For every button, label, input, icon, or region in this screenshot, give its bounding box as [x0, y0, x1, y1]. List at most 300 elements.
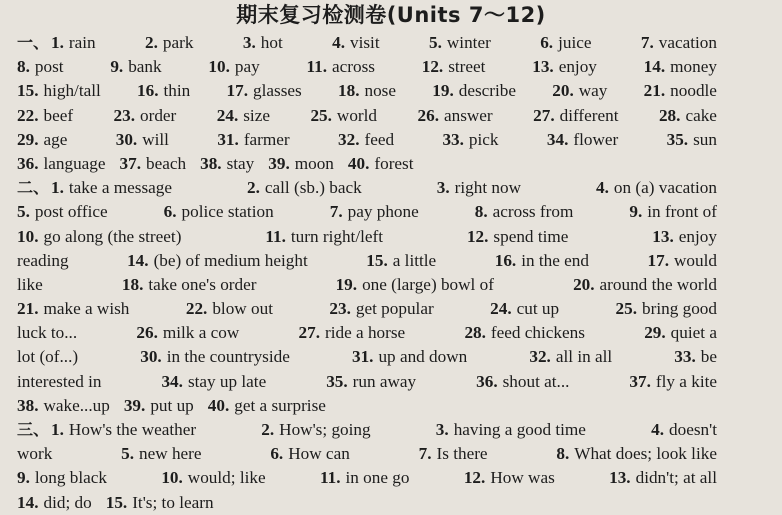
item-number: 4. — [332, 33, 345, 52]
answer-item — [348, 152, 414, 176]
item-answer: hot — [260, 33, 283, 52]
item-answer: age — [43, 129, 68, 149]
item-answer: glasses — [253, 81, 302, 101]
answer-item — [652, 225, 717, 249]
item-number: 15. — [17, 81, 39, 101]
item-number: 2. — [145, 33, 158, 52]
item-answer: call (sb.) back — [264, 178, 362, 198]
item-number: 35. — [666, 129, 689, 149]
item-number: 33. — [674, 347, 696, 367]
item-answer: order — [140, 105, 177, 125]
item-number: 18. — [121, 274, 144, 294]
item-number: 17. — [226, 81, 249, 101]
item-answer: get popular — [355, 299, 434, 319]
answer-item — [122, 273, 257, 297]
answer-item — [17, 491, 92, 515]
answer-line — [17, 152, 717, 176]
answer-item — [659, 104, 717, 128]
item-answer: way — [578, 81, 608, 101]
item-answer: go along (the street) — [43, 226, 182, 246]
answer-line — [17, 273, 717, 297]
item-answer: vacation — [658, 33, 717, 52]
item-number: 29. — [644, 323, 666, 343]
answer-item — [464, 321, 585, 345]
item-answer: across — [332, 57, 375, 77]
answer-item — [268, 152, 334, 176]
section-marker: 一、 — [17, 33, 50, 52]
answer-item — [490, 297, 559, 321]
item-answer: pay — [234, 57, 260, 77]
item-number: 12. — [421, 57, 444, 77]
answer-line — [17, 321, 717, 345]
answer-item — [674, 345, 717, 369]
answer-item — [436, 418, 586, 442]
item-number: 25. — [310, 105, 332, 125]
answer-item — [418, 104, 493, 128]
item-number: 14. — [17, 492, 39, 512]
item-number: 1. — [51, 33, 64, 52]
answer-item — [17, 442, 52, 466]
answer-line — [17, 128, 717, 152]
answer-item — [629, 370, 717, 394]
answer-item — [17, 152, 106, 176]
item-number: 9. — [17, 468, 30, 488]
answer-item — [116, 128, 169, 152]
answer-item — [629, 200, 717, 224]
item-answer: flower — [573, 129, 619, 149]
item-answer: all in all — [555, 347, 613, 367]
answer-line — [17, 297, 717, 321]
answer-item — [17, 128, 67, 152]
answer-item — [17, 176, 172, 200]
answer-item — [336, 273, 494, 297]
item-answer: How's the weather — [68, 420, 197, 439]
answer-item — [110, 55, 161, 79]
item-number: 16. — [494, 250, 517, 270]
item-answer: milk a cow — [162, 323, 240, 343]
answer-item — [17, 466, 107, 490]
item-answer: luck to... — [17, 323, 78, 343]
answer-line — [17, 394, 717, 418]
item-answer: bank — [128, 57, 162, 77]
item-number: 8. — [17, 57, 30, 77]
answer-item — [120, 152, 187, 176]
item-answer: thin — [163, 81, 191, 101]
answer-item — [596, 176, 717, 200]
item-number: 1. — [51, 178, 64, 198]
item-answer: bring good — [642, 299, 717, 319]
answer-item — [616, 297, 717, 321]
item-number: 38. — [200, 153, 222, 173]
item-answer: take one's order — [148, 274, 257, 294]
item-answer: work — [17, 444, 53, 464]
answer-item — [552, 79, 607, 103]
answer-item — [644, 55, 717, 79]
answer-item — [164, 200, 274, 224]
answer-item — [475, 200, 574, 224]
item-number: 40. — [207, 395, 230, 415]
item-number: 13. — [609, 468, 631, 488]
answer-item — [227, 79, 302, 103]
answer-item — [338, 128, 394, 152]
item-number: 28. — [464, 323, 486, 343]
item-answer: stay up late — [187, 371, 267, 391]
item-answer: different — [559, 105, 619, 125]
item-answer: stay — [226, 153, 255, 173]
item-answer: put up — [150, 395, 194, 415]
item-number: 8. — [474, 202, 488, 222]
answer-item — [667, 128, 717, 152]
item-answer: make a wish — [43, 299, 130, 319]
answer-item — [467, 225, 568, 249]
item-number: 18. — [338, 81, 360, 101]
item-answer: didn't; at all — [635, 468, 717, 488]
item-number: 15. — [105, 492, 128, 512]
item-answer: enjoy — [678, 226, 717, 246]
item-number: 5. — [429, 33, 442, 52]
item-number: 4. — [596, 178, 609, 198]
section-marker: 三、 — [17, 420, 50, 439]
answer-line — [17, 370, 717, 394]
answer-item — [320, 466, 410, 490]
answer-item — [17, 31, 96, 55]
item-answer: post — [34, 57, 64, 77]
answer-item — [161, 370, 266, 394]
answer-item — [124, 394, 194, 418]
item-answer: forest — [374, 153, 414, 173]
item-answer: world — [336, 105, 378, 125]
answer-item — [200, 152, 254, 176]
item-answer: did; do — [43, 492, 92, 512]
item-answer: like — [17, 274, 43, 294]
item-answer: long black — [34, 468, 107, 488]
item-answer: feed chickens — [490, 323, 585, 343]
item-number: 30. — [140, 347, 162, 367]
answer-item — [17, 297, 129, 321]
item-answer: a little — [392, 250, 437, 270]
item-number: 36. — [17, 153, 39, 173]
item-number: 17. — [647, 250, 669, 270]
answer-item — [17, 321, 77, 345]
item-number: 33. — [442, 129, 464, 149]
item-answer: Is there — [436, 444, 488, 464]
item-number: 32. — [338, 129, 360, 149]
answer-item — [366, 249, 436, 273]
item-number: 24. — [490, 299, 512, 319]
item-number: 4. — [651, 420, 664, 439]
item-answer: one (large) bowl of — [362, 274, 494, 294]
answer-line — [17, 442, 717, 466]
item-answer: shout at... — [502, 371, 570, 391]
answer-line — [17, 200, 717, 224]
item-answer: in one go — [345, 468, 410, 488]
answer-item — [106, 491, 214, 515]
section-marker: 二、 — [17, 178, 50, 198]
item-answer: pick — [468, 129, 499, 149]
item-answer: would; like — [187, 468, 266, 488]
item-number: 11. — [319, 468, 341, 488]
item-number: 2. — [246, 178, 260, 198]
item-answer: beef — [43, 105, 74, 125]
answer-item — [533, 104, 618, 128]
answer-line — [17, 345, 717, 369]
page-title: 期末复习检测卷(Units 7～12) — [236, 3, 546, 27]
item-number: 3. — [435, 420, 449, 439]
item-number: 6. — [163, 202, 177, 222]
item-answer: quiet a — [670, 323, 717, 343]
answer-item — [644, 321, 717, 345]
item-number: 32. — [529, 347, 551, 367]
item-answer: It's; to learn — [132, 492, 214, 512]
answer-item — [540, 31, 591, 55]
answer-item — [437, 176, 521, 200]
item-number: 7. — [418, 444, 432, 464]
item-answer: farmer — [243, 129, 290, 149]
answer-item — [161, 466, 265, 490]
answer-item — [326, 370, 416, 394]
item-answer: doesn't — [669, 420, 717, 439]
item-number: 12. — [466, 226, 489, 246]
item-answer: park — [162, 33, 194, 52]
item-number: 21. — [643, 81, 666, 101]
item-number: 21. — [17, 299, 39, 319]
item-number: 20. — [573, 274, 595, 294]
answer-line — [17, 249, 717, 273]
item-number: 3. — [436, 178, 450, 198]
item-number: 40. — [347, 153, 370, 173]
answer-item — [573, 273, 717, 297]
answer-item — [243, 31, 283, 55]
item-number: 3. — [242, 33, 256, 52]
item-answer: run away — [352, 371, 417, 391]
item-answer: reading — [17, 250, 69, 270]
item-answer: (be) of medium height — [153, 250, 308, 270]
item-answer: describe — [458, 81, 517, 101]
item-number: 27. — [298, 323, 320, 343]
answer-item — [17, 370, 101, 394]
item-answer: be — [700, 347, 717, 367]
item-number: 29. — [17, 129, 39, 149]
item-number: 37. — [119, 153, 142, 173]
answer-item — [208, 55, 259, 79]
answer-item — [17, 200, 108, 224]
answer-item — [17, 104, 73, 128]
answer-item — [556, 442, 717, 466]
answer-item — [306, 55, 375, 79]
item-number: 11. — [265, 226, 286, 246]
item-number: 37. — [629, 371, 651, 391]
item-answer: language — [43, 153, 106, 173]
answer-item — [17, 225, 181, 249]
item-answer: money — [670, 57, 717, 77]
answer-item — [609, 466, 717, 490]
item-number: 6. — [540, 33, 554, 52]
item-answer: interested in — [17, 371, 102, 391]
item-number: 10. — [161, 468, 183, 488]
answer-item — [338, 79, 396, 103]
answer-item — [310, 104, 377, 128]
answer-item — [299, 321, 406, 345]
item-number: 38. — [17, 395, 39, 415]
answer-item — [641, 31, 717, 55]
item-number: 9. — [110, 57, 124, 77]
item-number: 1. — [51, 420, 64, 439]
item-answer: on (a) vacation — [613, 178, 717, 198]
item-answer: size — [243, 105, 270, 125]
item-answer: visit — [350, 33, 380, 52]
item-answer: will — [142, 129, 169, 149]
answer-item — [332, 31, 380, 55]
answer-item — [651, 418, 717, 442]
answer-item — [261, 418, 370, 442]
answer-item — [330, 200, 419, 224]
item-answer: winter — [446, 33, 491, 52]
item-answer: take a message — [68, 178, 172, 198]
answer-item — [217, 104, 270, 128]
answer-item — [145, 31, 193, 55]
answer-item — [127, 249, 308, 273]
item-number: 28. — [658, 105, 681, 125]
item-number: 22. — [17, 105, 39, 125]
item-number: 19. — [432, 81, 454, 101]
item-number: 14. — [127, 250, 149, 270]
item-number: 36. — [476, 371, 498, 391]
item-number: 23. — [113, 105, 136, 125]
item-number: 26. — [136, 323, 158, 343]
item-answer: nose — [364, 81, 396, 101]
answer-item — [17, 418, 196, 442]
item-answer: in the countryside — [166, 347, 290, 367]
item-number: 7. — [329, 202, 343, 222]
item-number: 34. — [161, 371, 183, 391]
answer-item — [217, 128, 289, 152]
item-answer: What does; look like — [574, 444, 717, 464]
answer-line — [17, 225, 717, 249]
answer-line — [17, 466, 717, 490]
answer-item — [648, 249, 717, 273]
answer-item — [17, 79, 101, 103]
answer-item — [17, 55, 64, 79]
item-number: 20. — [552, 81, 574, 101]
answer-item — [247, 176, 362, 200]
item-number: 34. — [546, 129, 569, 149]
item-number: 13. — [652, 226, 674, 246]
item-answer: moon — [294, 153, 334, 173]
answer-item — [265, 225, 383, 249]
item-number: 14. — [643, 57, 666, 77]
answer-item — [442, 128, 498, 152]
answer-item — [329, 297, 433, 321]
answer-item — [270, 442, 349, 466]
item-answer: How can — [288, 444, 350, 464]
answer-item — [17, 273, 43, 297]
answer-item — [17, 249, 69, 273]
item-number: 11. — [306, 57, 328, 77]
item-answer: around the world — [599, 274, 717, 294]
answer-item — [464, 466, 555, 490]
answer-line — [17, 79, 717, 103]
item-answer: in the end — [521, 250, 589, 270]
answer-item — [529, 345, 612, 369]
item-answer: wake...up — [43, 395, 110, 415]
item-answer: turn right/left — [290, 226, 384, 246]
item-answer: cake — [685, 105, 717, 125]
answer-item — [547, 128, 618, 152]
answer-item — [476, 370, 569, 394]
item-number: 26. — [417, 105, 439, 125]
answer-item — [419, 442, 488, 466]
item-answer: up and down — [378, 347, 468, 367]
item-number: 5. — [121, 444, 135, 464]
item-number: 10. — [17, 226, 39, 246]
item-number: 39. — [123, 395, 146, 415]
answer-item — [208, 394, 326, 418]
item-answer: enjoy — [558, 57, 597, 77]
item-number: 31. — [351, 347, 374, 367]
answer-item — [532, 55, 597, 79]
item-number: 6. — [270, 444, 284, 464]
item-number: 31. — [217, 129, 239, 149]
item-number: 30. — [115, 129, 138, 149]
answer-item — [495, 249, 589, 273]
item-number: 8. — [556, 444, 570, 464]
item-answer: street — [448, 57, 486, 77]
item-answer: blow out — [212, 299, 273, 319]
answer-item — [121, 442, 201, 466]
item-answer: beach — [146, 153, 187, 173]
answer-item — [114, 104, 177, 128]
item-answer: feed — [364, 129, 395, 149]
item-answer: spend time — [493, 226, 569, 246]
item-number: 23. — [329, 299, 351, 319]
answer-item — [186, 297, 273, 321]
item-number: 15. — [366, 250, 388, 270]
item-answer: across from — [492, 202, 574, 222]
item-number: 10. — [208, 57, 230, 77]
item-answer: lot (of...) — [17, 347, 79, 367]
answer-line — [17, 176, 717, 200]
item-answer: new here — [139, 444, 202, 464]
item-answer: get a surprise — [234, 395, 326, 415]
answer-item — [644, 79, 717, 103]
answer-item — [17, 345, 78, 369]
item-answer: high/tall — [43, 81, 101, 101]
item-number: 13. — [532, 57, 554, 77]
item-answer: pay phone — [347, 202, 419, 222]
item-number: 39. — [268, 153, 290, 173]
answer-item — [140, 345, 290, 369]
answer-item — [136, 321, 239, 345]
item-number: 9. — [629, 202, 643, 222]
item-number: 27. — [533, 105, 555, 125]
item-number: 2. — [261, 420, 275, 439]
answer-line — [17, 55, 717, 79]
answer-line — [17, 491, 717, 515]
item-number: 35. — [326, 371, 348, 391]
answer-item — [352, 345, 467, 369]
item-answer: cut up — [516, 299, 560, 319]
item-answer: ride a horse — [325, 323, 406, 343]
item-number: 5. — [17, 202, 30, 222]
item-answer: answer — [443, 105, 493, 125]
answer-item — [429, 31, 491, 55]
item-answer: post office — [34, 202, 108, 222]
item-number: 16. — [137, 81, 159, 101]
item-answer: noodle — [670, 81, 717, 101]
item-answer: fly a kite — [655, 371, 717, 391]
answer-item — [422, 55, 486, 79]
item-answer: juice — [558, 33, 592, 52]
